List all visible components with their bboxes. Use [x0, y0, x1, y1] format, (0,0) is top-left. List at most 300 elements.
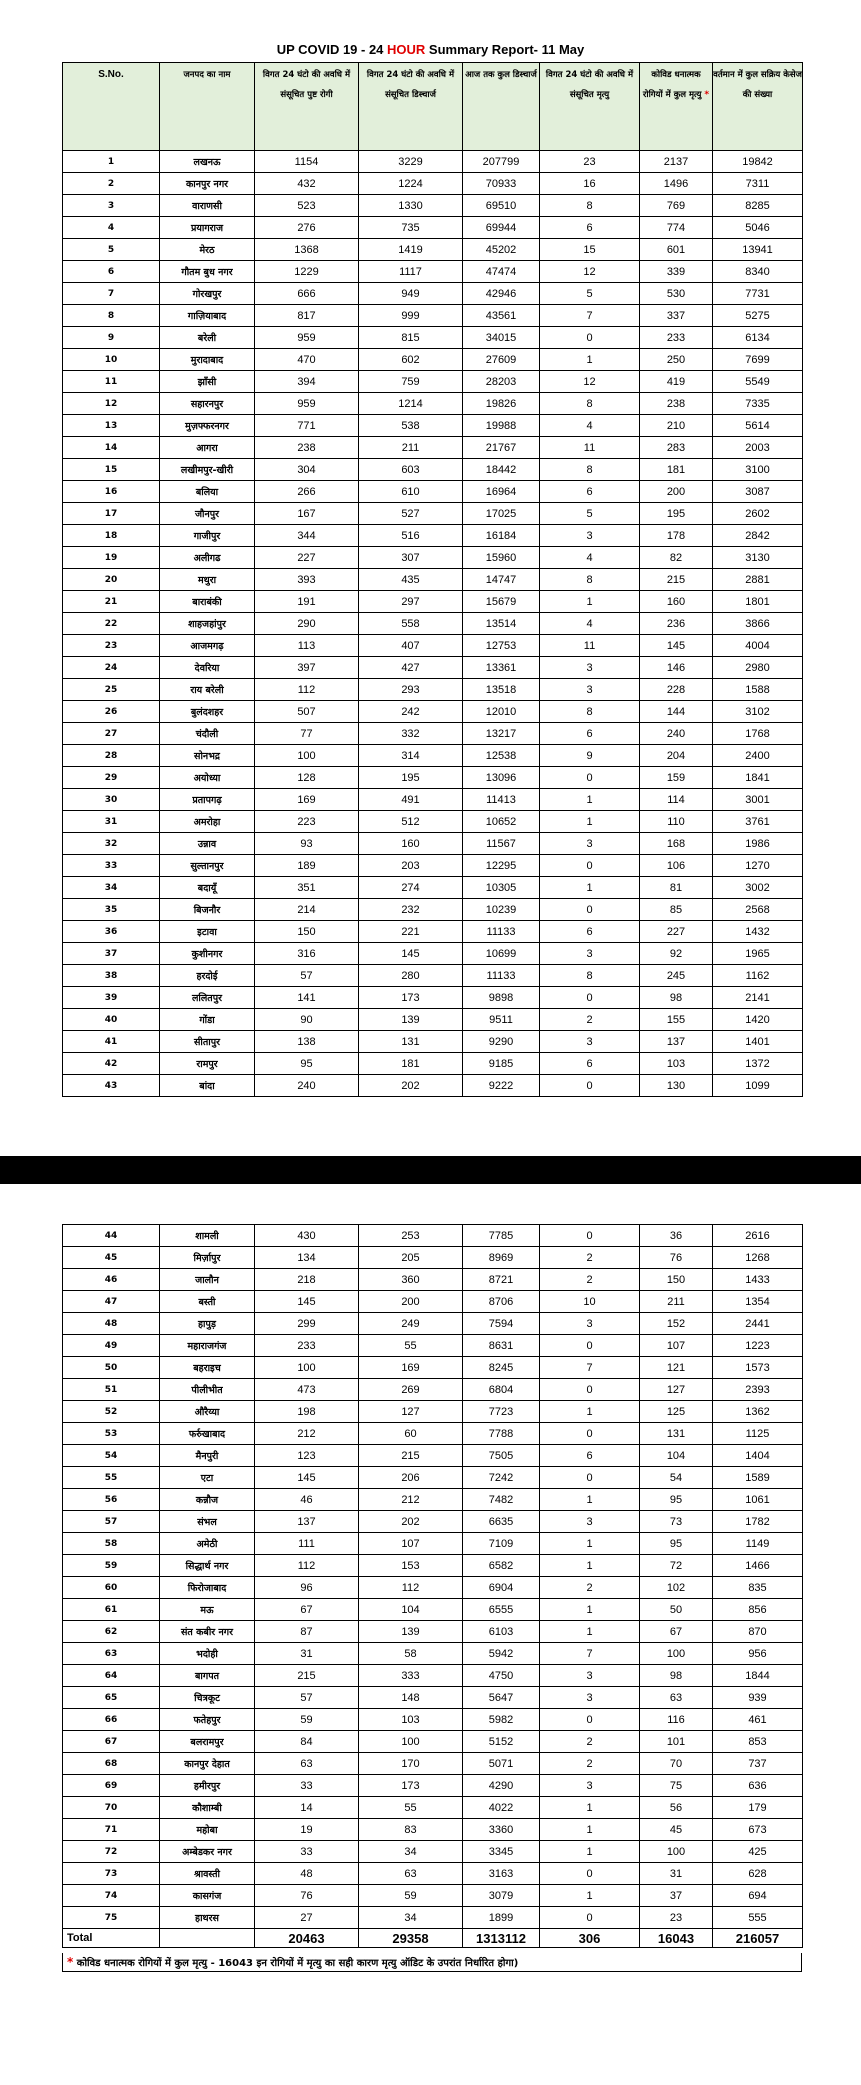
cell-discharge-24h: 60 — [359, 1423, 463, 1445]
table-row — [63, 547, 803, 569]
cell-total-deaths: 146 — [640, 657, 713, 679]
cell-total-discharge: 6804 — [463, 1379, 540, 1401]
cell-active: 1149 — [713, 1533, 803, 1555]
cell-deaths-24h: 3 — [540, 679, 640, 701]
cell-positive-24h: 87 — [255, 1621, 359, 1643]
cell-sno: 50 — [63, 1357, 160, 1379]
cell-district: महाराजगंज — [160, 1335, 255, 1357]
cell-total-discharge: 7788 — [463, 1423, 540, 1445]
cell-sno: 61 — [63, 1599, 160, 1621]
cell-deaths-24h: 1 — [540, 349, 640, 371]
cell-active: 2602 — [713, 503, 803, 525]
cell-total-deaths: 195 — [640, 503, 713, 525]
cell-positive-24h: 1368 — [255, 239, 359, 261]
cell-active: 1965 — [713, 943, 803, 965]
cell-deaths-24h: 0 — [540, 767, 640, 789]
cell-active: 1125 — [713, 1423, 803, 1445]
cell-sno: 66 — [63, 1709, 160, 1731]
cell-total-discharge: 34015 — [463, 327, 540, 349]
cell-total-discharge: 69944 — [463, 217, 540, 239]
total-row — [63, 1929, 803, 1948]
cell-active: 4004 — [713, 635, 803, 657]
table-row — [63, 459, 803, 481]
cell-discharge-24h: 427 — [359, 657, 463, 679]
table-row — [63, 415, 803, 437]
header-discharge-24h: विगत 24 घंटो की अवधि में संसूचित डिस्चार्ज — [359, 63, 463, 151]
cell-deaths-24h: 3 — [540, 1775, 640, 1797]
cell-total-discharge: 21767 — [463, 437, 540, 459]
cell-sno: 43 — [63, 1075, 160, 1097]
cell-active: 5275 — [713, 305, 803, 327]
table-row — [63, 1269, 803, 1291]
cell-sno: 3 — [63, 195, 160, 217]
cell-sno: 44 — [63, 1225, 160, 1247]
cell-sno: 30 — [63, 789, 160, 811]
cell-positive-24h: 290 — [255, 613, 359, 635]
cell-active: 1401 — [713, 1031, 803, 1053]
cell-total-discharge: 10699 — [463, 943, 540, 965]
table-row — [63, 393, 803, 415]
cell-district: लखीमपुर-खीरी — [160, 459, 255, 481]
cell-deaths-24h: 7 — [540, 1643, 640, 1665]
cell-total-discharge: 12538 — [463, 745, 540, 767]
cell-district: मथुरा — [160, 569, 255, 591]
cell-district: सहारनपुर — [160, 393, 255, 415]
cell-total-discharge: 15679 — [463, 591, 540, 613]
cell-total-deaths: 104 — [640, 1445, 713, 1467]
cell-active: 7335 — [713, 393, 803, 415]
cell-total-deaths: 233 — [640, 327, 713, 349]
cell-district: वाराणसी — [160, 195, 255, 217]
cell-total-discharge: 3360 — [463, 1819, 540, 1841]
cell-deaths-24h: 3 — [540, 1313, 640, 1335]
cell-total-discharge: 28203 — [463, 371, 540, 393]
cell-total-deaths: 103 — [640, 1053, 713, 1075]
cell-discharge-24h: 221 — [359, 921, 463, 943]
total-active: 216057 — [713, 1929, 803, 1948]
cell-positive-24h: 432 — [255, 173, 359, 195]
table-row — [63, 217, 803, 239]
cell-active: 1782 — [713, 1511, 803, 1533]
cell-district: औरैय्या — [160, 1401, 255, 1423]
cell-deaths-24h: 23 — [540, 151, 640, 173]
total-total-deaths: 16043 — [640, 1929, 713, 1948]
table-row — [63, 1797, 803, 1819]
cell-discharge-24h: 139 — [359, 1009, 463, 1031]
cell-discharge-24h: 195 — [359, 767, 463, 789]
table-row — [63, 767, 803, 789]
cell-total-discharge: 6904 — [463, 1577, 540, 1599]
cell-sno: 38 — [63, 965, 160, 987]
cell-total-discharge: 6582 — [463, 1555, 540, 1577]
cell-sno: 41 — [63, 1031, 160, 1053]
table-row — [63, 1247, 803, 1269]
cell-sno: 11 — [63, 371, 160, 393]
cell-sno: 56 — [63, 1489, 160, 1511]
cell-total-deaths: 419 — [640, 371, 713, 393]
cell-active: 5614 — [713, 415, 803, 437]
cell-district: रामपुर — [160, 1053, 255, 1075]
cell-district: कौशाम्बी — [160, 1797, 255, 1819]
table-row — [63, 877, 803, 899]
cell-sno: 57 — [63, 1511, 160, 1533]
cell-deaths-24h: 1 — [540, 1533, 640, 1555]
cell-active: 2003 — [713, 437, 803, 459]
cell-positive-24h: 63 — [255, 1753, 359, 1775]
cell-sno: 14 — [63, 437, 160, 459]
cell-sno: 29 — [63, 767, 160, 789]
cell-sno: 33 — [63, 855, 160, 877]
cell-total-deaths: 152 — [640, 1313, 713, 1335]
cell-district: इटावा — [160, 921, 255, 943]
cell-total-deaths: 100 — [640, 1841, 713, 1863]
cell-active: 1844 — [713, 1665, 803, 1687]
cell-total-discharge: 9511 — [463, 1009, 540, 1031]
cell-deaths-24h: 1 — [540, 1621, 640, 1643]
cell-district: अमरोहा — [160, 811, 255, 833]
cell-sno: 48 — [63, 1313, 160, 1335]
cell-discharge-24h: 610 — [359, 481, 463, 503]
cell-total-discharge: 5982 — [463, 1709, 540, 1731]
cell-district: एटा — [160, 1467, 255, 1489]
cell-active: 1362 — [713, 1401, 803, 1423]
cell-total-discharge: 17025 — [463, 503, 540, 525]
cell-total-deaths: 102 — [640, 1577, 713, 1599]
cell-total-discharge: 8706 — [463, 1291, 540, 1313]
cell-district: आजमगढ़ — [160, 635, 255, 657]
cell-deaths-24h: 2 — [540, 1009, 640, 1031]
cell-active: 2141 — [713, 987, 803, 1009]
cell-discharge-24h: 131 — [359, 1031, 463, 1053]
total-district-blank — [160, 1929, 255, 1948]
cell-total-deaths: 155 — [640, 1009, 713, 1031]
cell-district: सिद्धार्थ नगर — [160, 1555, 255, 1577]
cell-active: 1268 — [713, 1247, 803, 1269]
cell-district: हमीरपुर — [160, 1775, 255, 1797]
cell-district: अयोध्या — [160, 767, 255, 789]
cell-active: 856 — [713, 1599, 803, 1621]
cell-sno: 10 — [63, 349, 160, 371]
cell-deaths-24h: 16 — [540, 173, 640, 195]
cell-positive-24h: 57 — [255, 965, 359, 987]
cell-total-discharge: 27609 — [463, 349, 540, 371]
cell-district: देवरिया — [160, 657, 255, 679]
cell-active: 1372 — [713, 1053, 803, 1075]
cell-deaths-24h: 0 — [540, 1225, 640, 1247]
cell-positive-24h: 771 — [255, 415, 359, 437]
cell-total-discharge: 5071 — [463, 1753, 540, 1775]
cell-active: 2568 — [713, 899, 803, 921]
table-row — [63, 965, 803, 987]
cell-sno: 6 — [63, 261, 160, 283]
table-row — [63, 591, 803, 613]
cell-positive-24h: 215 — [255, 1665, 359, 1687]
table-row — [63, 1907, 803, 1929]
table-row — [63, 833, 803, 855]
cell-positive-24h: 134 — [255, 1247, 359, 1269]
cell-discharge-24h: 104 — [359, 1599, 463, 1621]
cell-district: सीतापुर — [160, 1031, 255, 1053]
cell-discharge-24h: 202 — [359, 1511, 463, 1533]
cell-total-deaths: 204 — [640, 745, 713, 767]
table-row — [63, 327, 803, 349]
cell-total-deaths: 211 — [640, 1291, 713, 1313]
table-row — [63, 503, 803, 525]
cell-deaths-24h: 3 — [540, 1687, 640, 1709]
cell-total-discharge: 4022 — [463, 1797, 540, 1819]
cell-positive-24h: 33 — [255, 1841, 359, 1863]
cell-discharge-24h: 249 — [359, 1313, 463, 1335]
cell-deaths-24h: 5 — [540, 283, 640, 305]
cell-active: 461 — [713, 1709, 803, 1731]
cell-active: 2400 — [713, 745, 803, 767]
cell-discharge-24h: 1419 — [359, 239, 463, 261]
cell-deaths-24h: 8 — [540, 701, 640, 723]
cell-active: 3130 — [713, 547, 803, 569]
cell-sno: 51 — [63, 1379, 160, 1401]
cell-district: बदायूँ — [160, 877, 255, 899]
cell-positive-24h: 59 — [255, 1709, 359, 1731]
cell-discharge-24h: 203 — [359, 855, 463, 877]
cell-total-deaths: 72 — [640, 1555, 713, 1577]
cell-active: 555 — [713, 1907, 803, 1929]
cell-discharge-24h: 512 — [359, 811, 463, 833]
cell-deaths-24h: 3 — [540, 1665, 640, 1687]
cell-district: जालौन — [160, 1269, 255, 1291]
cell-discharge-24h: 3229 — [359, 151, 463, 173]
cell-sno: 22 — [63, 613, 160, 635]
cell-deaths-24h: 8 — [540, 569, 640, 591]
cell-total-discharge: 9222 — [463, 1075, 540, 1097]
table-row — [63, 1031, 803, 1053]
cell-total-deaths: 339 — [640, 261, 713, 283]
cell-total-discharge: 4750 — [463, 1665, 540, 1687]
cell-discharge-24h: 253 — [359, 1225, 463, 1247]
cell-deaths-24h: 0 — [540, 1709, 640, 1731]
cell-total-discharge: 18442 — [463, 459, 540, 481]
cell-total-discharge: 5942 — [463, 1643, 540, 1665]
cell-total-discharge: 6635 — [463, 1511, 540, 1533]
cell-sno: 20 — [63, 569, 160, 591]
cell-district: अमेठी — [160, 1533, 255, 1555]
cell-positive-24h: 218 — [255, 1269, 359, 1291]
cell-active: 3087 — [713, 481, 803, 503]
table-row — [63, 1489, 803, 1511]
cell-positive-24h: 93 — [255, 833, 359, 855]
cell-positive-24h: 212 — [255, 1423, 359, 1445]
cell-sno: 59 — [63, 1555, 160, 1577]
table-row — [63, 437, 803, 459]
cell-total-deaths: 75 — [640, 1775, 713, 1797]
table-row — [63, 1819, 803, 1841]
cell-sno: 64 — [63, 1665, 160, 1687]
cell-district: हाथरस — [160, 1907, 255, 1929]
cell-discharge-24h: 1214 — [359, 393, 463, 415]
cell-district: ललितपुर — [160, 987, 255, 1009]
cell-discharge-24h: 242 — [359, 701, 463, 723]
cell-district: मुज़फ्फरनगर — [160, 415, 255, 437]
cell-discharge-24h: 307 — [359, 547, 463, 569]
cell-total-deaths: 601 — [640, 239, 713, 261]
cell-total-discharge: 8631 — [463, 1335, 540, 1357]
cell-active: 3102 — [713, 701, 803, 723]
cell-district: राय बरेली — [160, 679, 255, 701]
cell-district: चित्रकूट — [160, 1687, 255, 1709]
cell-total-discharge: 19988 — [463, 415, 540, 437]
cell-deaths-24h: 0 — [540, 1467, 640, 1489]
cell-total-deaths: 160 — [640, 591, 713, 613]
table-row — [63, 1423, 803, 1445]
cell-total-deaths: 131 — [640, 1423, 713, 1445]
cell-total-discharge: 10305 — [463, 877, 540, 899]
cell-total-deaths: 37 — [640, 1885, 713, 1907]
cell-positive-24h: 666 — [255, 283, 359, 305]
cell-district: उन्नाव — [160, 833, 255, 855]
cell-positive-24h: 507 — [255, 701, 359, 723]
table-row — [63, 745, 803, 767]
cell-total-discharge: 14747 — [463, 569, 540, 591]
cell-active: 1404 — [713, 1445, 803, 1467]
table-row — [63, 811, 803, 833]
cell-active: 1466 — [713, 1555, 803, 1577]
cell-sno: 62 — [63, 1621, 160, 1643]
cell-total-deaths: 210 — [640, 415, 713, 437]
cell-total-deaths: 130 — [640, 1075, 713, 1097]
cell-active: 1433 — [713, 1269, 803, 1291]
cell-total-deaths: 67 — [640, 1621, 713, 1643]
cell-total-deaths: 116 — [640, 1709, 713, 1731]
cell-active: 3001 — [713, 789, 803, 811]
cell-positive-24h: 304 — [255, 459, 359, 481]
cell-deaths-24h: 1 — [540, 877, 640, 899]
table-row — [63, 1401, 803, 1423]
cell-positive-24h: 48 — [255, 1863, 359, 1885]
cell-positive-24h: 191 — [255, 591, 359, 613]
cell-deaths-24h: 1 — [540, 811, 640, 833]
cell-district: महोबा — [160, 1819, 255, 1841]
table-row — [63, 1731, 803, 1753]
cell-positive-24h: 33 — [255, 1775, 359, 1797]
cell-sno: 26 — [63, 701, 160, 723]
cell-total-discharge: 7482 — [463, 1489, 540, 1511]
cell-total-discharge: 7109 — [463, 1533, 540, 1555]
cell-deaths-24h: 0 — [540, 855, 640, 877]
cell-total-deaths: 92 — [640, 943, 713, 965]
table-row — [63, 1225, 803, 1247]
cell-total-deaths: 159 — [640, 767, 713, 789]
table-body-part-2 — [63, 1225, 803, 1929]
table-row — [63, 723, 803, 745]
cell-discharge-24h: 34 — [359, 1907, 463, 1929]
cell-deaths-24h: 7 — [540, 1357, 640, 1379]
cell-district: संत कबीर नगर — [160, 1621, 255, 1643]
cell-positive-24h: 959 — [255, 393, 359, 415]
cell-district: बागपत — [160, 1665, 255, 1687]
cell-deaths-24h: 11 — [540, 437, 640, 459]
cell-total-deaths: 2137 — [640, 151, 713, 173]
cell-discharge-24h: 211 — [359, 437, 463, 459]
cell-active: 7731 — [713, 283, 803, 305]
cell-deaths-24h: 3 — [540, 833, 640, 855]
cell-discharge-24h: 59 — [359, 1885, 463, 1907]
cell-sno: 15 — [63, 459, 160, 481]
cell-sno: 55 — [63, 1467, 160, 1489]
table-row — [63, 657, 803, 679]
cell-deaths-24h: 6 — [540, 723, 640, 745]
cell-deaths-24h: 3 — [540, 525, 640, 547]
cell-total-deaths: 121 — [640, 1357, 713, 1379]
cell-positive-24h: 95 — [255, 1053, 359, 1075]
cell-total-discharge: 11567 — [463, 833, 540, 855]
cell-sno: 2 — [63, 173, 160, 195]
cell-sno: 65 — [63, 1687, 160, 1709]
cell-deaths-24h: 4 — [540, 547, 640, 569]
cell-active: 2441 — [713, 1313, 803, 1335]
table-row — [63, 1665, 803, 1687]
cell-district: चंदौली — [160, 723, 255, 745]
cell-discharge-24h: 173 — [359, 1775, 463, 1797]
title-highlight: HOUR — [387, 42, 426, 57]
cell-total-discharge: 45202 — [463, 239, 540, 261]
cell-district: संभल — [160, 1511, 255, 1533]
table-row — [63, 943, 803, 965]
cell-sno: 75 — [63, 1907, 160, 1929]
cell-discharge-24h: 205 — [359, 1247, 463, 1269]
cell-total-deaths: 774 — [640, 217, 713, 239]
cell-positive-24h: 138 — [255, 1031, 359, 1053]
cell-district: गोरखपुर — [160, 283, 255, 305]
table-row — [63, 1335, 803, 1357]
cell-discharge-24h: 999 — [359, 305, 463, 327]
cell-sno: 12 — [63, 393, 160, 415]
cell-discharge-24h: 293 — [359, 679, 463, 701]
cell-discharge-24h: 274 — [359, 877, 463, 899]
cell-total-deaths: 98 — [640, 987, 713, 1009]
cell-total-discharge: 3163 — [463, 1863, 540, 1885]
cell-positive-24h: 430 — [255, 1225, 359, 1247]
cell-district: सुल्तानपुर — [160, 855, 255, 877]
cell-deaths-24h: 3 — [540, 1031, 640, 1053]
cell-district: गौतम बुध नगर — [160, 261, 255, 283]
footnote-marker: * — [704, 90, 710, 100]
cell-active: 8340 — [713, 261, 803, 283]
cell-positive-24h: 111 — [255, 1533, 359, 1555]
cell-deaths-24h: 10 — [540, 1291, 640, 1313]
report-title — [0, 42, 861, 57]
cell-positive-24h: 227 — [255, 547, 359, 569]
cell-discharge-24h: 58 — [359, 1643, 463, 1665]
cell-district: शामली — [160, 1225, 255, 1247]
cell-discharge-24h: 206 — [359, 1467, 463, 1489]
total-discharge-24h: 29358 — [359, 1929, 463, 1948]
cell-sno: 58 — [63, 1533, 160, 1555]
cell-discharge-24h: 527 — [359, 503, 463, 525]
cell-district: कासगंज — [160, 1885, 255, 1907]
cell-sno: 60 — [63, 1577, 160, 1599]
cell-total-deaths: 54 — [640, 1467, 713, 1489]
cell-total-deaths: 769 — [640, 195, 713, 217]
table-row — [63, 1775, 803, 1797]
cell-total-deaths: 76 — [640, 1247, 713, 1269]
title-prefix: UP COVID 19 - 24 — [276, 42, 388, 57]
cell-discharge-24h: 360 — [359, 1269, 463, 1291]
cell-discharge-24h: 603 — [359, 459, 463, 481]
cell-total-deaths: 114 — [640, 789, 713, 811]
cell-discharge-24h: 314 — [359, 745, 463, 767]
cell-district: बरेली — [160, 327, 255, 349]
cell-district: बुलंदशहर — [160, 701, 255, 723]
cell-total-discharge: 13514 — [463, 613, 540, 635]
